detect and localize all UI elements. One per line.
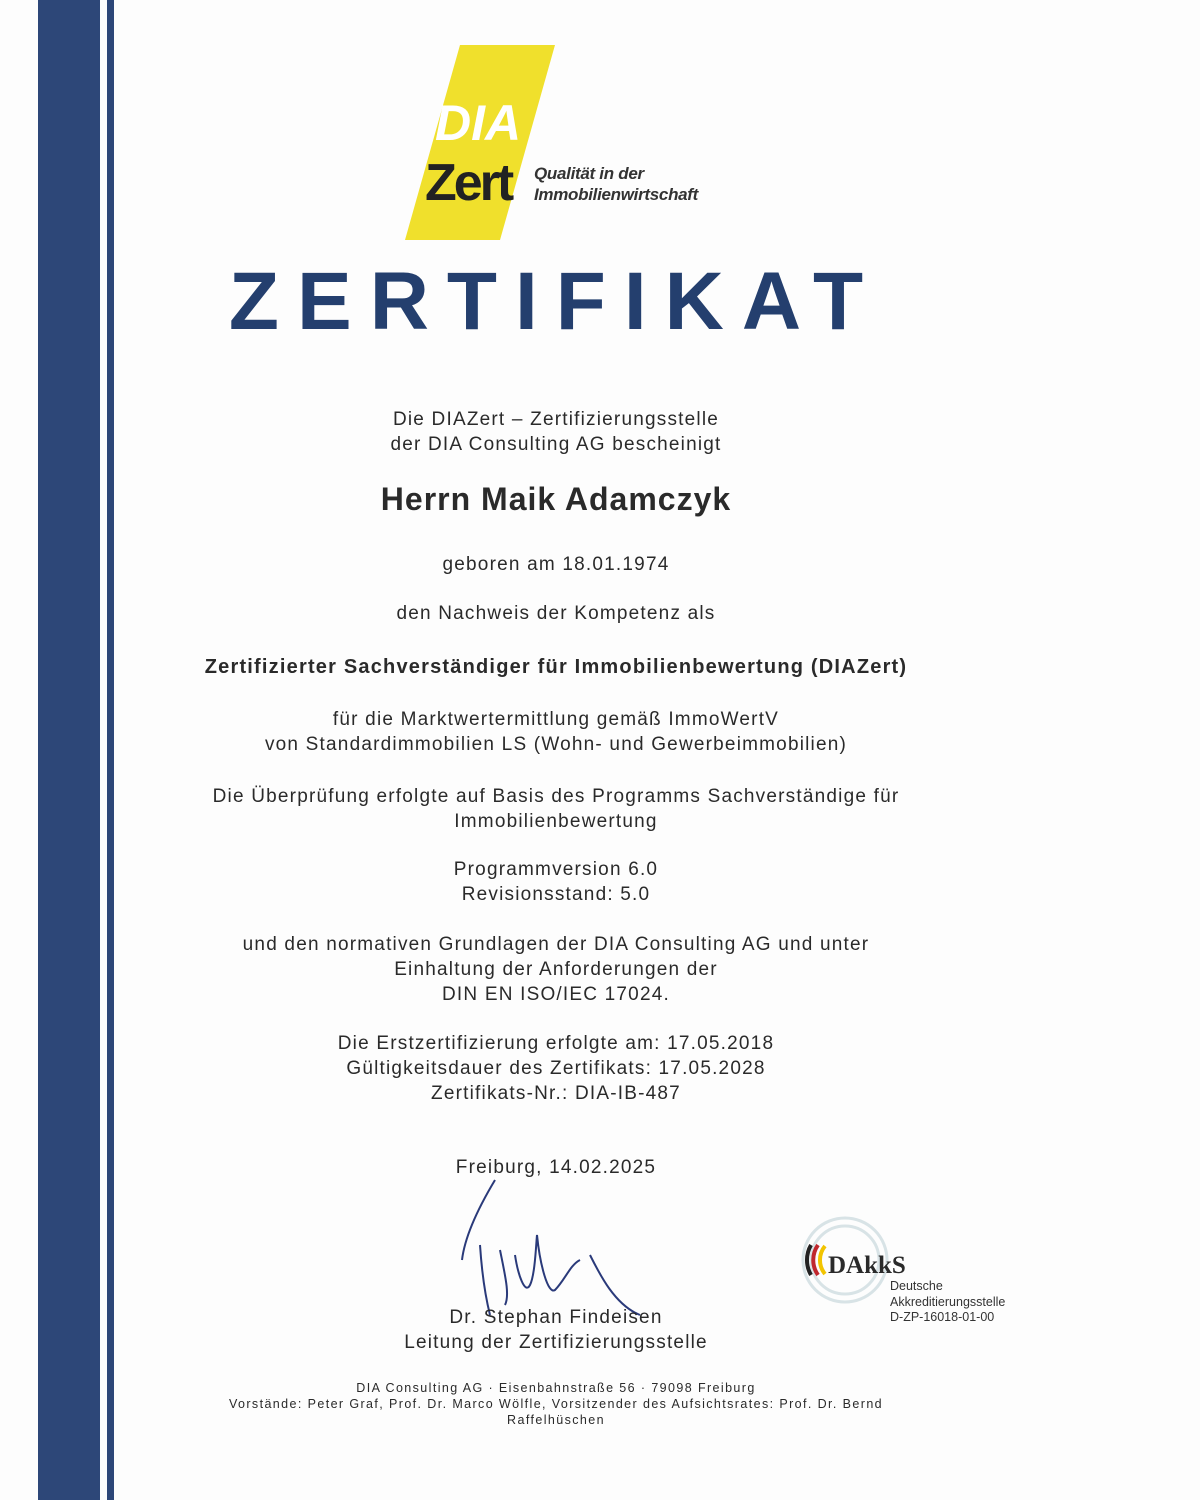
scope [0, 707, 1112, 757]
signatory-role: Leitung der Zertifizierungsstelle [404, 1332, 708, 1353]
basis-line: Immobilienbewertung [454, 811, 658, 832]
birth-date: geboren am 18.01.1974 [442, 554, 670, 575]
norms-line: und den normativen Grundlagen der DIA Consulting AG und unter [242, 934, 870, 955]
dates-line: Gültigkeitsdauer des Zertifikats: 17.05.2028 [346, 1058, 766, 1079]
basis [0, 784, 1112, 834]
recipient-name: Herrn Maik Adamczyk [380, 481, 732, 517]
footer-line: Raffelhüschen [507, 1413, 605, 1427]
dakks-info [890, 1279, 1005, 1326]
dakks-line: Akkreditierungsstelle [890, 1294, 1006, 1309]
dates-line: Zertifikats-Nr.: DIA-IB-487 [431, 1083, 681, 1104]
scope-line: von Standardimmobilien LS (Wohn- und Gewerbeimmobilien) [264, 734, 848, 755]
diazert-logo [405, 45, 555, 240]
place-date: Freiburg, 14.02.2025 [455, 1157, 657, 1178]
dakks-accreditation-number: D-ZP-16018-01-00 [890, 1310, 995, 1324]
logo-dia-text: DIA [435, 95, 522, 151]
basis-line: Die Überprüfung erfolgte auf Basis des Programms Sachverständige für [212, 786, 900, 807]
competence-intro: den Nachweis der Kompetenz als [396, 603, 716, 624]
logo-zert-text: Zert [425, 154, 512, 212]
qualification: Zertifizierter Sachverständiger für Immobilienbewertung (DIAZert) [204, 656, 908, 678]
scope-line: für die Marktwertermittlung gemäß ImmoWertV [332, 709, 780, 730]
dakks-logo [795, 1215, 906, 1305]
intro [0, 407, 1112, 457]
tagline-line: Qualität in der [534, 164, 644, 183]
certificate-dates [0, 1031, 1112, 1106]
dakks-line: Deutsche [890, 1279, 943, 1293]
version-line: Revisionsstand: 5.0 [461, 884, 651, 905]
norms-line: DIN EN ISO/IEC 17024. [442, 984, 670, 1005]
dates-line: Die Erstzertifizierung erfolgte am: 17.05.2018 [337, 1033, 775, 1054]
certificate-title: ZERTIFIKAT [228, 256, 882, 347]
intro-line: Die DIAZert – Zertifizierungsstelle [392, 409, 720, 430]
signature [440, 1165, 720, 1325]
program-version [0, 857, 1112, 907]
signatory-name: Dr. Stephan Findeisen [449, 1307, 663, 1328]
intro-line: der DIA Consulting AG bescheinigt [390, 434, 722, 455]
norms-line: Einhaltung der Anforderungen der [394, 959, 718, 980]
footer-line: DIA Consulting AG · Eisenbahnstraße 56 · 79098 Freiburg [356, 1381, 756, 1395]
logo-tagline [534, 163, 698, 205]
version-line: Programmversion 6.0 [453, 859, 659, 880]
tagline-line: Immobilienwirtschaft [534, 185, 699, 204]
footer [0, 1380, 1112, 1428]
norms [0, 932, 1112, 1007]
dakks-logo-text: DAkkS [828, 1252, 906, 1279]
footer-line: Vorstände: Peter Graf, Prof. Dr. Marco Wölfle, Vorsitzender des Aufsichtsrates: Prof. Dr. Bernd [228, 1397, 884, 1411]
